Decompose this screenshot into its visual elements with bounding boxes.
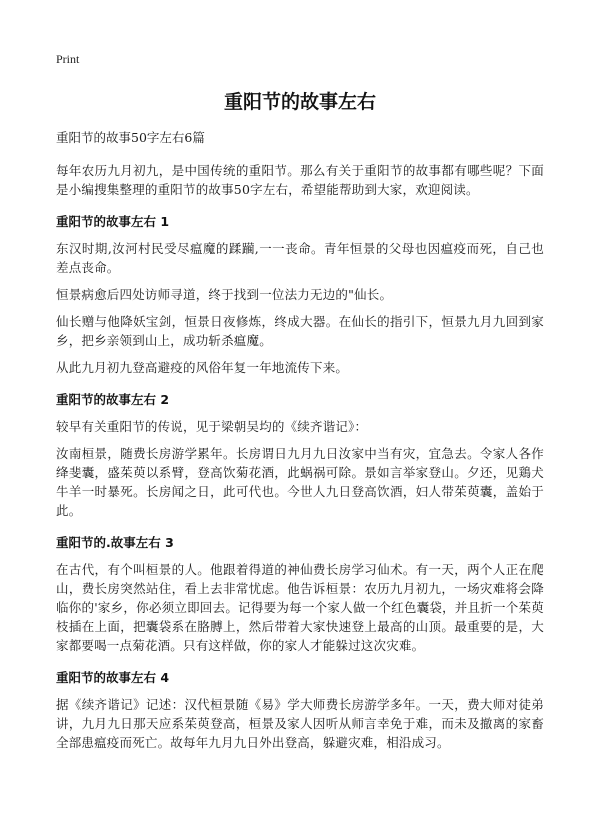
paragraph: 恒景病愈后四处访师寻道，终于找到一位法力无边的"仙长。 — [56, 287, 393, 302]
paragraph: 在古代，有个叫桓景的人。他跟着得道的神仙费长房学习仙术。有一天，两个人正在爬山，费长房突然站住，看上去非常忧虑。他告诉桓景：农历九月初九，一场灾难将会降临你的'家乡，你必须立即回去。记得要为每一个家人做一个红色囊袋，并且折一个茱萸枝插在上面，把囊袋系在胳膊上，然后带着大家快速登上最高的山顶。最重要的是，大家都要喝一点菊花酒。只有这样做，你的家人才能躲过这次灾难。 — [56, 562, 544, 653]
paragraph: 较早有关重阳节的传说，见于梁朝吴均的《续齐谐记》： — [56, 419, 368, 434]
paragraph: 汝南桓景，随费长房游学累年。长房谓日九月九日汝家中当有灾，宜急去。令家人各作绛斐囊，盛茱萸以系臂，登高饮菊花酒，此蜗祸可除。景如言举家登山。夕还，见鶏犬牛羊一时暴死。长房闻之日，此可代也。今世人九日登高饮酒，妇人带茱萸囊，盖始于此。 — [56, 446, 544, 518]
paragraph: 从此九月初九登高避疫的风俗年复一年地流传下来。 — [56, 360, 349, 375]
paragraph: 仙长赠与他降妖宝剑，恒景日夜修炼，终成大器。在仙长的指引下，恒景九月九回到家乡，把乡亲领到山上，成功斩杀瘟魔。 — [56, 314, 544, 348]
page-title: 重阳节的故事左右 — [223, 91, 376, 113]
print-link[interactable]: Print — [56, 52, 80, 66]
subtitle: 重阳节的故事50字左右6篇 — [56, 130, 205, 145]
section-heading-1: 重阳节的故事左右 1 — [56, 214, 170, 229]
section-heading-2: 重阳节的故事左右 2 — [56, 392, 170, 407]
intro-paragraph: 每年农历九月初九，是中国传统的重阳节。那么有关于重阳节的故事都有哪些呢？下面是小编搜集整理的重阳节的故事50字左右，希望能帮助到大家，欢迎阅读。 — [56, 163, 544, 197]
paragraph: 据《续齐谐记》记述：汉代桓景随《易》学大师费长房游学多年。一天，费大师对徒弟讲，九月九日那天应系茱萸登高，桓景及家人因听从师言幸免于难，而未及撤离的家畜全部患瘟疫而死亡。故每年九月九日外出登高，躲避灾难，相沿成习。 — [56, 697, 544, 750]
section-heading-3: 重阳节的.故事左右 3 — [56, 535, 174, 550]
section-heading-4: 重阳节的故事左右 4 — [56, 670, 170, 685]
paragraph: 东汉时期,汝河村民受尽瘟魔的蹂躏,一一丧命。青年恒景的父母也因瘟疫而死，自己也差点丧命。 — [56, 241, 544, 275]
